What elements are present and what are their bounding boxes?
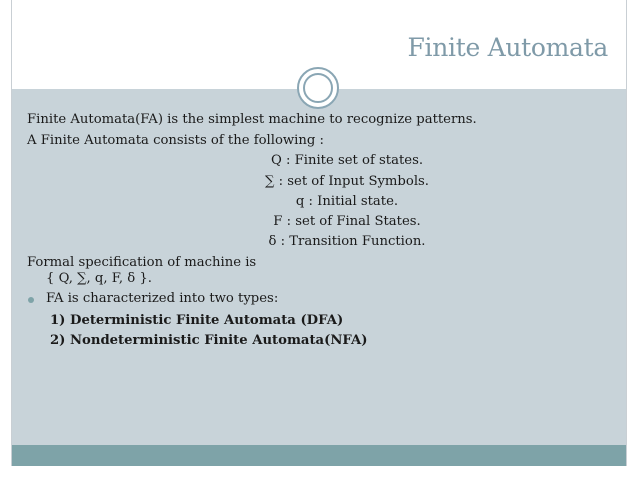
- formal-spec-value: { Q, ∑, q, F, δ }.: [46, 271, 152, 286]
- intro-line-2: A Finite Automata consists of the following :: [27, 133, 324, 148]
- component-final: F : set of Final States.: [273, 214, 421, 229]
- type-dfa: 1) Deterministic Finite Automata (DFA): [50, 313, 344, 328]
- formal-spec-label: Formal specification of machine is: [27, 255, 257, 270]
- type-nfa: 2) Nondeterministic Finite Automata(NFA): [50, 333, 368, 348]
- bottom-bar: [12, 445, 626, 466]
- component-delta: δ : Transition Function.: [268, 234, 426, 249]
- types-intro: FA is characterized into two types:: [46, 291, 279, 306]
- bullet-icon: [28, 297, 34, 303]
- component-sigma: ∑ : set of Input Symbols.: [265, 174, 429, 189]
- component-initial: q : Initial state.: [295, 194, 399, 209]
- ring-ornament-inner: [303, 73, 333, 103]
- component-q: Q : Finite set of states.: [270, 153, 424, 168]
- slide-title: Finite Automata: [407, 33, 608, 62]
- intro-line-1: Finite Automata(FA) is the simplest machine to recognize patterns.: [27, 112, 477, 127]
